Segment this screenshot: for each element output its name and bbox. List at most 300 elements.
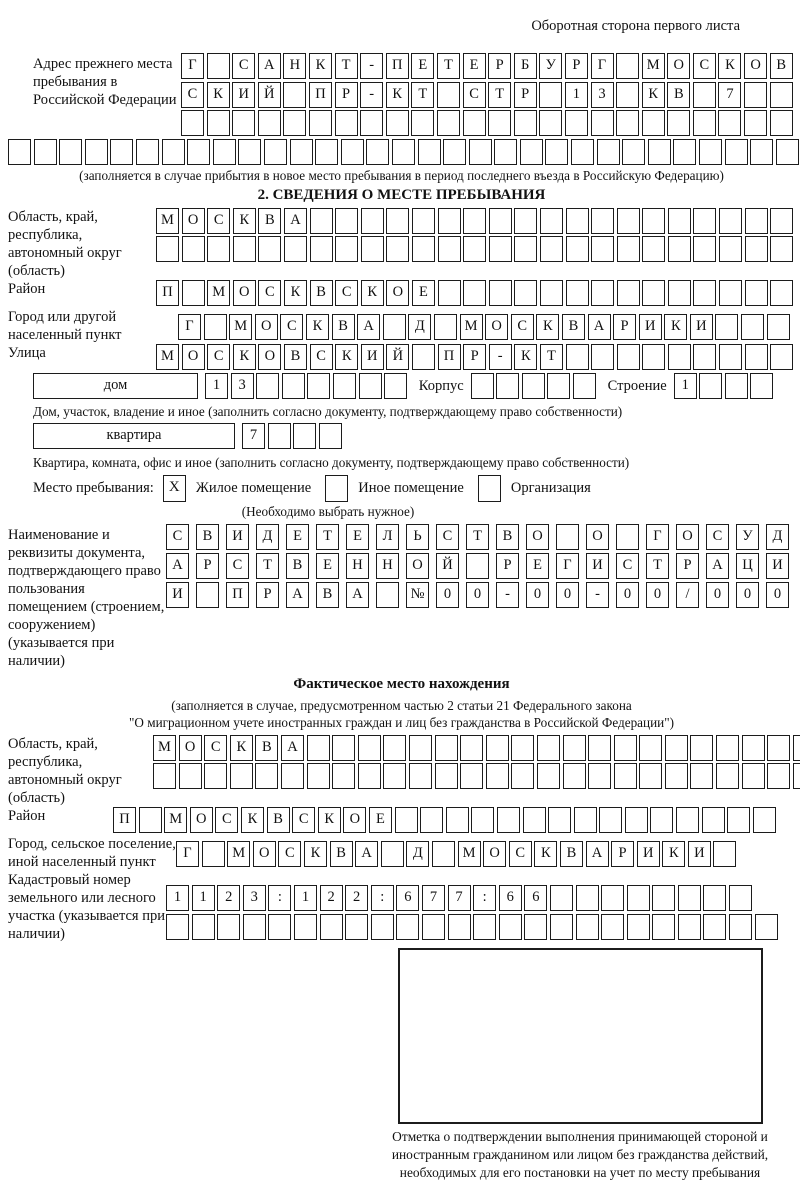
char-cell[interactable]: С bbox=[232, 53, 255, 79]
char-cell[interactable]: Р bbox=[335, 82, 358, 108]
char-cell[interactable] bbox=[207, 110, 230, 136]
char-cell[interactable] bbox=[693, 236, 716, 262]
char-cell[interactable] bbox=[616, 110, 639, 136]
char-cell[interactable]: А bbox=[706, 553, 729, 579]
char-cell[interactable] bbox=[693, 110, 716, 136]
char-cell[interactable] bbox=[770, 208, 793, 234]
apartment-type-box[interactable]: квартира bbox=[33, 423, 235, 449]
char-cell[interactable] bbox=[463, 280, 486, 306]
char-cell[interactable]: М bbox=[460, 314, 483, 340]
char-cell[interactable]: Д bbox=[766, 524, 789, 550]
char-cell[interactable]: П bbox=[113, 807, 136, 833]
char-cell[interactable] bbox=[745, 344, 768, 370]
char-cell[interactable] bbox=[539, 110, 562, 136]
char-cell[interactable] bbox=[463, 208, 486, 234]
char-cell[interactable] bbox=[258, 110, 281, 136]
char-cell[interactable]: 7 bbox=[422, 885, 445, 911]
char-cell[interactable]: 1 bbox=[192, 885, 215, 911]
char-cell[interactable] bbox=[750, 139, 773, 165]
char-cell[interactable]: : bbox=[268, 885, 291, 911]
char-cell[interactable] bbox=[548, 807, 571, 833]
char-cell[interactable]: Е bbox=[412, 280, 435, 306]
char-cell[interactable] bbox=[411, 110, 434, 136]
char-cell[interactable]: 6 bbox=[499, 885, 522, 911]
char-cell[interactable]: В bbox=[286, 553, 309, 579]
char-cell[interactable] bbox=[665, 763, 688, 789]
char-cell[interactable]: 0 bbox=[616, 582, 639, 608]
char-cell[interactable]: У bbox=[736, 524, 759, 550]
char-cell[interactable]: Г bbox=[178, 314, 201, 340]
char-cell[interactable] bbox=[727, 807, 750, 833]
char-cell[interactable] bbox=[294, 914, 317, 940]
char-cell[interactable]: 0 bbox=[706, 582, 729, 608]
char-cell[interactable] bbox=[676, 807, 699, 833]
char-cell[interactable]: Т bbox=[256, 553, 279, 579]
char-cell[interactable]: А bbox=[166, 553, 189, 579]
char-cell[interactable] bbox=[652, 914, 675, 940]
char-cell[interactable] bbox=[438, 236, 461, 262]
char-cell[interactable] bbox=[753, 807, 776, 833]
char-cell[interactable]: М bbox=[229, 314, 252, 340]
char-cell[interactable] bbox=[438, 208, 461, 234]
char-cell[interactable]: Ц bbox=[736, 553, 759, 579]
char-cell[interactable]: Г bbox=[181, 53, 204, 79]
char-cell[interactable]: Г bbox=[646, 524, 669, 550]
char-cell[interactable] bbox=[690, 735, 713, 761]
char-cell[interactable] bbox=[383, 763, 406, 789]
char-cell[interactable] bbox=[642, 344, 665, 370]
char-cell[interactable]: Б bbox=[514, 53, 537, 79]
char-cell[interactable] bbox=[496, 373, 519, 399]
char-cell[interactable] bbox=[776, 139, 799, 165]
char-cell[interactable] bbox=[617, 236, 640, 262]
char-cell[interactable] bbox=[703, 885, 726, 911]
char-cell[interactable] bbox=[412, 208, 435, 234]
char-cell[interactable]: Т bbox=[316, 524, 339, 550]
char-cell[interactable] bbox=[232, 110, 255, 136]
char-cell[interactable]: 2 bbox=[320, 885, 343, 911]
char-cell[interactable]: О bbox=[233, 280, 256, 306]
char-cell[interactable]: И bbox=[688, 841, 711, 867]
char-cell[interactable]: С bbox=[511, 314, 534, 340]
char-cell[interactable] bbox=[576, 885, 599, 911]
char-cell[interactable]: Т bbox=[437, 53, 460, 79]
char-cell[interactable]: 3 bbox=[591, 82, 614, 108]
char-cell[interactable]: О bbox=[586, 524, 609, 550]
char-cell[interactable] bbox=[744, 110, 767, 136]
char-cell[interactable]: - bbox=[496, 582, 519, 608]
char-cell[interactable]: В bbox=[332, 314, 355, 340]
char-cell[interactable]: С bbox=[616, 553, 639, 579]
char-cell[interactable] bbox=[668, 280, 691, 306]
char-cell[interactable] bbox=[563, 763, 586, 789]
char-cell[interactable] bbox=[566, 280, 589, 306]
char-cell[interactable]: 1 bbox=[205, 373, 228, 399]
char-cell[interactable] bbox=[412, 236, 435, 262]
char-cell[interactable] bbox=[617, 344, 640, 370]
char-cell[interactable]: Т bbox=[488, 82, 511, 108]
char-cell[interactable] bbox=[156, 236, 179, 262]
char-cell[interactable]: С bbox=[258, 280, 281, 306]
char-cell[interactable] bbox=[207, 236, 230, 262]
char-cell[interactable] bbox=[573, 373, 596, 399]
char-cell[interactable] bbox=[469, 139, 492, 165]
char-cell[interactable]: М bbox=[207, 280, 230, 306]
char-cell[interactable]: - bbox=[360, 82, 383, 108]
char-cell[interactable] bbox=[745, 280, 768, 306]
char-cell[interactable]: С bbox=[292, 807, 315, 833]
char-cell[interactable]: 0 bbox=[526, 582, 549, 608]
char-cell[interactable]: О bbox=[255, 314, 278, 340]
char-cell[interactable] bbox=[283, 110, 306, 136]
char-cell[interactable] bbox=[566, 236, 589, 262]
char-cell[interactable] bbox=[258, 236, 281, 262]
char-cell[interactable]: 2 bbox=[217, 885, 240, 911]
char-cell[interactable]: : bbox=[371, 885, 394, 911]
char-cell[interactable] bbox=[574, 807, 597, 833]
char-cell[interactable] bbox=[345, 914, 368, 940]
char-cell[interactable] bbox=[443, 139, 466, 165]
char-cell[interactable] bbox=[409, 763, 432, 789]
char-cell[interactable] bbox=[718, 110, 741, 136]
char-cell[interactable]: О bbox=[182, 208, 205, 234]
char-cell[interactable]: О bbox=[182, 344, 205, 370]
char-cell[interactable]: 3 bbox=[243, 885, 266, 911]
char-cell[interactable] bbox=[547, 373, 570, 399]
char-cell[interactable]: Р bbox=[196, 553, 219, 579]
char-cell[interactable] bbox=[486, 763, 509, 789]
char-cell[interactable]: 7 bbox=[718, 82, 741, 108]
char-cell[interactable] bbox=[668, 208, 691, 234]
char-cell[interactable] bbox=[497, 807, 520, 833]
char-cell[interactable] bbox=[110, 139, 133, 165]
char-cell[interactable] bbox=[566, 344, 589, 370]
char-cell[interactable] bbox=[396, 914, 419, 940]
char-cell[interactable] bbox=[745, 208, 768, 234]
char-cell[interactable] bbox=[290, 139, 313, 165]
char-cell[interactable] bbox=[625, 807, 648, 833]
char-cell[interactable]: Г bbox=[591, 53, 614, 79]
char-cell[interactable]: О bbox=[406, 553, 429, 579]
char-cell[interactable]: А bbox=[357, 314, 380, 340]
char-cell[interactable] bbox=[729, 914, 752, 940]
char-cell[interactable]: О bbox=[667, 53, 690, 79]
char-cell[interactable] bbox=[678, 914, 701, 940]
char-cell[interactable] bbox=[703, 914, 726, 940]
char-cell[interactable]: С bbox=[463, 82, 486, 108]
char-cell[interactable] bbox=[614, 735, 637, 761]
char-cell[interactable]: А bbox=[281, 735, 304, 761]
char-cell[interactable]: / bbox=[676, 582, 699, 608]
char-cell[interactable] bbox=[166, 914, 189, 940]
char-cell[interactable]: С bbox=[204, 735, 227, 761]
char-cell[interactable] bbox=[256, 373, 279, 399]
char-cell[interactable] bbox=[361, 208, 384, 234]
char-cell[interactable] bbox=[182, 236, 205, 262]
char-cell[interactable] bbox=[471, 373, 494, 399]
char-cell[interactable] bbox=[770, 280, 793, 306]
char-cell[interactable] bbox=[418, 139, 441, 165]
char-cell[interactable]: М bbox=[164, 807, 187, 833]
char-cell[interactable] bbox=[719, 280, 742, 306]
char-cell[interactable]: № bbox=[406, 582, 429, 608]
char-cell[interactable]: И bbox=[690, 314, 713, 340]
char-cell[interactable] bbox=[281, 763, 304, 789]
char-cell[interactable]: Е bbox=[346, 524, 369, 550]
char-cell[interactable] bbox=[540, 236, 563, 262]
char-cell[interactable] bbox=[283, 82, 306, 108]
char-cell[interactable]: О bbox=[676, 524, 699, 550]
char-cell[interactable]: К bbox=[207, 82, 230, 108]
char-cell[interactable] bbox=[617, 280, 640, 306]
char-cell[interactable] bbox=[268, 423, 291, 449]
char-cell[interactable] bbox=[8, 139, 31, 165]
char-cell[interactable]: В bbox=[330, 841, 353, 867]
char-cell[interactable] bbox=[514, 110, 537, 136]
char-cell[interactable]: К bbox=[361, 280, 384, 306]
char-cell[interactable]: П bbox=[438, 344, 461, 370]
char-cell[interactable] bbox=[770, 82, 793, 108]
char-cell[interactable] bbox=[566, 208, 589, 234]
char-cell[interactable] bbox=[153, 763, 176, 789]
char-cell[interactable] bbox=[381, 841, 404, 867]
char-cell[interactable] bbox=[563, 735, 586, 761]
char-cell[interactable] bbox=[320, 914, 343, 940]
char-cell[interactable]: О bbox=[179, 735, 202, 761]
char-cell[interactable]: О bbox=[343, 807, 366, 833]
char-cell[interactable] bbox=[755, 914, 778, 940]
char-cell[interactable] bbox=[719, 236, 742, 262]
char-cell[interactable]: Е bbox=[286, 524, 309, 550]
char-cell[interactable] bbox=[366, 139, 389, 165]
char-cell[interactable] bbox=[713, 841, 736, 867]
char-cell[interactable]: О bbox=[386, 280, 409, 306]
char-cell[interactable] bbox=[192, 914, 215, 940]
char-cell[interactable] bbox=[767, 314, 790, 340]
char-cell[interactable]: К bbox=[664, 314, 687, 340]
char-cell[interactable]: П bbox=[386, 53, 409, 79]
char-cell[interactable]: 0 bbox=[646, 582, 669, 608]
char-cell[interactable] bbox=[565, 110, 588, 136]
char-cell[interactable] bbox=[650, 807, 673, 833]
char-cell[interactable]: С bbox=[181, 82, 204, 108]
char-cell[interactable] bbox=[767, 763, 790, 789]
char-cell[interactable] bbox=[622, 139, 645, 165]
char-cell[interactable] bbox=[204, 763, 227, 789]
char-cell[interactable]: М bbox=[156, 208, 179, 234]
char-cell[interactable] bbox=[591, 208, 614, 234]
char-cell[interactable]: В bbox=[310, 280, 333, 306]
char-cell[interactable] bbox=[264, 139, 287, 165]
char-cell[interactable]: К bbox=[230, 735, 253, 761]
char-cell[interactable]: К bbox=[514, 344, 537, 370]
char-cell[interactable] bbox=[386, 236, 409, 262]
char-cell[interactable]: А bbox=[258, 53, 281, 79]
char-cell[interactable]: О bbox=[485, 314, 508, 340]
char-cell[interactable] bbox=[648, 139, 671, 165]
char-cell[interactable]: С bbox=[693, 53, 716, 79]
char-cell[interactable] bbox=[358, 763, 381, 789]
char-cell[interactable] bbox=[34, 139, 57, 165]
char-cell[interactable]: А bbox=[286, 582, 309, 608]
char-cell[interactable]: С bbox=[207, 208, 230, 234]
char-cell[interactable]: Л bbox=[376, 524, 399, 550]
char-cell[interactable] bbox=[463, 110, 486, 136]
char-cell[interactable] bbox=[770, 344, 793, 370]
char-cell[interactable]: К bbox=[233, 208, 256, 234]
char-cell[interactable] bbox=[742, 763, 765, 789]
char-cell[interactable] bbox=[524, 914, 547, 940]
char-cell[interactable]: - bbox=[586, 582, 609, 608]
char-cell[interactable] bbox=[652, 885, 675, 911]
char-cell[interactable] bbox=[744, 82, 767, 108]
char-cell[interactable] bbox=[591, 344, 614, 370]
char-cell[interactable] bbox=[446, 807, 469, 833]
char-cell[interactable] bbox=[420, 807, 443, 833]
char-cell[interactable]: Т bbox=[335, 53, 358, 79]
char-cell[interactable] bbox=[514, 236, 537, 262]
char-cell[interactable]: У bbox=[539, 53, 562, 79]
char-cell[interactable] bbox=[489, 208, 512, 234]
char-cell[interactable] bbox=[409, 735, 432, 761]
char-cell[interactable] bbox=[179, 763, 202, 789]
char-cell[interactable] bbox=[460, 735, 483, 761]
char-cell[interactable] bbox=[181, 110, 204, 136]
char-cell[interactable] bbox=[473, 914, 496, 940]
char-cell[interactable]: И bbox=[226, 524, 249, 550]
char-cell[interactable] bbox=[359, 373, 382, 399]
char-cell[interactable] bbox=[230, 763, 253, 789]
char-cell[interactable] bbox=[196, 582, 219, 608]
char-cell[interactable] bbox=[486, 735, 509, 761]
char-cell[interactable] bbox=[550, 914, 573, 940]
char-cell[interactable] bbox=[540, 208, 563, 234]
char-cell[interactable]: Г bbox=[176, 841, 199, 867]
char-cell[interactable]: И bbox=[639, 314, 662, 340]
char-cell[interactable]: М bbox=[153, 735, 176, 761]
char-cell[interactable]: Й bbox=[436, 553, 459, 579]
char-cell[interactable]: Н bbox=[283, 53, 306, 79]
char-cell[interactable] bbox=[238, 139, 261, 165]
char-cell[interactable]: С bbox=[278, 841, 301, 867]
char-cell[interactable] bbox=[545, 139, 568, 165]
char-cell[interactable]: 1 bbox=[166, 885, 189, 911]
char-cell[interactable] bbox=[437, 110, 460, 136]
char-cell[interactable] bbox=[310, 208, 333, 234]
char-cell[interactable] bbox=[668, 344, 691, 370]
char-cell[interactable] bbox=[750, 373, 773, 399]
char-cell[interactable]: Й bbox=[258, 82, 281, 108]
char-cell[interactable] bbox=[489, 236, 512, 262]
char-cell[interactable] bbox=[599, 807, 622, 833]
char-cell[interactable]: Е bbox=[463, 53, 486, 79]
char-cell[interactable]: С bbox=[310, 344, 333, 370]
char-cell[interactable]: А bbox=[355, 841, 378, 867]
char-cell[interactable]: В bbox=[196, 524, 219, 550]
char-cell[interactable]: С bbox=[166, 524, 189, 550]
char-cell[interactable] bbox=[471, 807, 494, 833]
char-cell[interactable] bbox=[678, 885, 701, 911]
char-cell[interactable] bbox=[412, 344, 435, 370]
char-cell[interactable] bbox=[139, 807, 162, 833]
char-cell[interactable]: А bbox=[586, 841, 609, 867]
char-cell[interactable] bbox=[588, 763, 611, 789]
char-cell[interactable] bbox=[699, 139, 722, 165]
char-cell[interactable]: Н bbox=[346, 553, 369, 579]
char-cell[interactable]: Р bbox=[514, 82, 537, 108]
char-cell[interactable]: В bbox=[267, 807, 290, 833]
char-cell[interactable] bbox=[571, 139, 594, 165]
char-cell[interactable]: С bbox=[226, 553, 249, 579]
char-cell[interactable] bbox=[213, 139, 236, 165]
char-cell[interactable]: К bbox=[309, 53, 332, 79]
char-cell[interactable]: Р bbox=[488, 53, 511, 79]
char-cell[interactable]: Р bbox=[613, 314, 636, 340]
char-cell[interactable] bbox=[690, 763, 713, 789]
char-cell[interactable]: - bbox=[489, 344, 512, 370]
char-cell[interactable]: И bbox=[766, 553, 789, 579]
char-cell[interactable]: К bbox=[662, 841, 685, 867]
char-cell[interactable]: П bbox=[309, 82, 332, 108]
char-cell[interactable]: 0 bbox=[736, 582, 759, 608]
char-cell[interactable] bbox=[716, 735, 739, 761]
char-cell[interactable] bbox=[699, 373, 722, 399]
char-cell[interactable]: И bbox=[586, 553, 609, 579]
char-cell[interactable]: М bbox=[458, 841, 481, 867]
char-cell[interactable] bbox=[233, 236, 256, 262]
char-cell[interactable] bbox=[310, 236, 333, 262]
char-cell[interactable] bbox=[601, 914, 624, 940]
char-cell[interactable] bbox=[435, 735, 458, 761]
char-cell[interactable] bbox=[642, 280, 665, 306]
char-cell[interactable] bbox=[514, 280, 537, 306]
char-cell[interactable]: А bbox=[346, 582, 369, 608]
char-cell[interactable]: М bbox=[156, 344, 179, 370]
char-cell[interactable] bbox=[293, 423, 316, 449]
char-cell[interactable]: М bbox=[642, 53, 665, 79]
char-cell[interactable]: - bbox=[360, 53, 383, 79]
char-cell[interactable] bbox=[466, 553, 489, 579]
char-cell[interactable] bbox=[332, 735, 355, 761]
char-cell[interactable]: 6 bbox=[524, 885, 547, 911]
char-cell[interactable]: И bbox=[166, 582, 189, 608]
char-cell[interactable] bbox=[341, 139, 364, 165]
char-cell[interactable] bbox=[360, 110, 383, 136]
char-cell[interactable] bbox=[617, 208, 640, 234]
char-cell[interactable] bbox=[136, 139, 159, 165]
char-cell[interactable] bbox=[597, 139, 620, 165]
char-cell[interactable] bbox=[642, 110, 665, 136]
char-cell[interactable] bbox=[358, 735, 381, 761]
char-cell[interactable] bbox=[432, 841, 455, 867]
char-cell[interactable]: 2 bbox=[345, 885, 368, 911]
char-cell[interactable] bbox=[255, 763, 278, 789]
char-cell[interactable] bbox=[204, 314, 227, 340]
char-cell[interactable] bbox=[435, 763, 458, 789]
char-cell[interactable] bbox=[742, 735, 765, 761]
char-cell[interactable]: И bbox=[637, 841, 660, 867]
char-cell[interactable]: С bbox=[706, 524, 729, 550]
char-cell[interactable]: В bbox=[770, 53, 793, 79]
char-cell[interactable]: Р bbox=[496, 553, 519, 579]
char-cell[interactable] bbox=[793, 763, 800, 789]
char-cell[interactable]: П bbox=[156, 280, 179, 306]
char-cell[interactable]: К bbox=[536, 314, 559, 340]
char-cell[interactable] bbox=[725, 139, 748, 165]
char-cell[interactable] bbox=[591, 236, 614, 262]
char-cell[interactable] bbox=[639, 735, 662, 761]
char-cell[interactable] bbox=[702, 807, 725, 833]
